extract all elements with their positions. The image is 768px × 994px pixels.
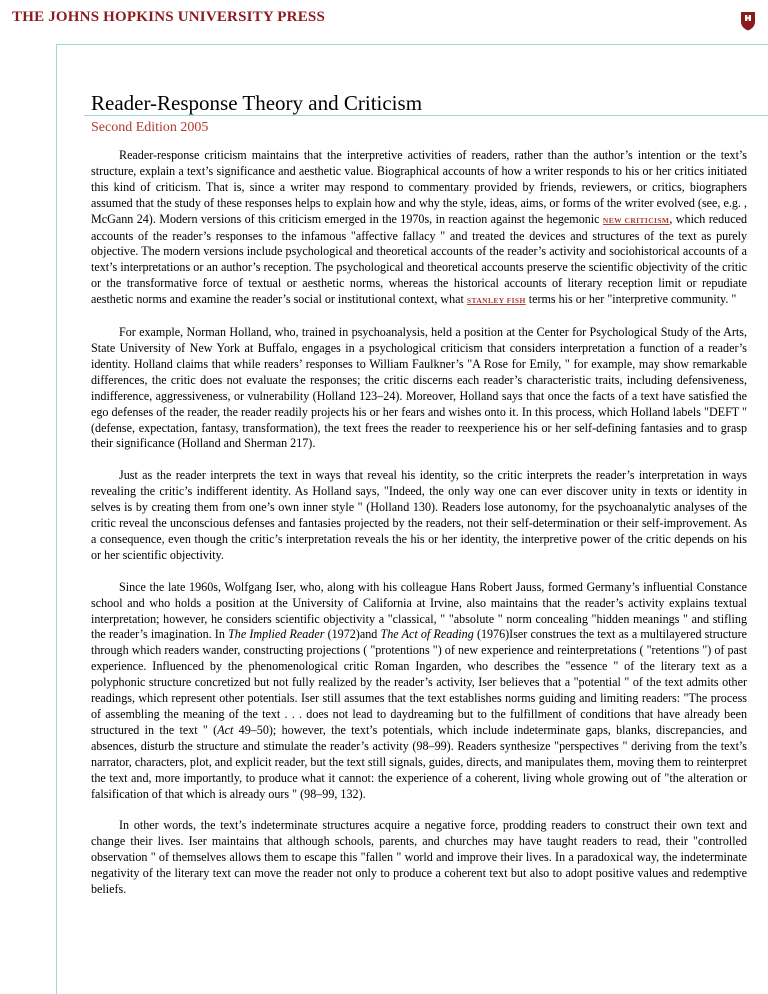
press-logo[interactable]: THE JOHNS HOPKINS UNIVERSITY PRESS: [12, 9, 325, 25]
paragraph-text: terms his or her "interpretive community. ": [525, 292, 737, 307]
article-paragraph: [91, 818, 747, 898]
crossref-link[interactable]: STANLEY FISH: [466, 296, 526, 306]
shield-icon: [740, 11, 756, 31]
site-header: [0, 0, 768, 40]
book-title: Act: [217, 722, 234, 737]
paragraph-text: In other words, the text’s indeterminate structures acquire a negative force, prodding readers to construct their own text and change their lives. Iser maintains that although schools, parents, and churches may have taught readers to read, their "controlled observation " of themselves allows them to escape this "fallen " world and improve their lives. In a paradoxical way, the indeterminate negativity of the literary text can move the reader not only to produce a coherent text but also to adopt positive values and redemptive beliefs.: [91, 818, 747, 897]
paragraph-text: (1972)and: [324, 627, 381, 642]
article-body: [91, 148, 747, 914]
crossref-link[interactable]: NEW CRITICISM: [602, 215, 670, 225]
book-title: The Implied Reader: [228, 627, 325, 642]
paragraph-text: (1976)Iser construes the text as a multilayered structure through which readers wander, constructing projections ( "protentions ") of new experience and reinterpretations ( "retentions ") of past experience. Influenced by the phenomenological critic Roman Ingarden, who describes the "essence " of the literary text as a polyphonic structure concretized but not fully realized by the reader’s activity, Iser believes that a "potential " of the text admits other readings, which represent other potentials. Iser still assumes that the text establishes norms guiding and limiting readers: "The process of assembling the meaning of the text . . . does not lead to daydreaming but to the fulfillment of conditions that have already been structured in the text " (: [91, 627, 747, 737]
paragraph-text: For example, Norman Holland, who, trained in psychoanalysis, held a position at the Center for Psychological Study of the Arts, State University of New York at Buffalo, engages in a psychological criticism that considers interpretation a function of a reader’s identity. Holland claims that while readers’ responses to William Faulkner’s "A Rose for Emily, " for example, may show remarkable differences, the critic does not evaluate the responses; the critic discerns each reader’s characteristic traits, including defensiveness, indifference, aggressiveness, or vulnerability (Holland 123–24). Moreover, Holland says that once the facts of a text have satisfied the ego defenses of the reader, the reader readily projects his or her fears and wishes onto it. In this process, which Holland labels "DEFT " (defense, expectation, fantasy, transformation), the text frees the reader to reexperience his or her self-defining fantasies and to grasp their significance (Holland and Sherman 217).: [91, 325, 747, 451]
edition-label: Second Edition 2005: [91, 120, 209, 135]
paragraph-text: Reader-response criticism maintains that the interpretive activities of readers, rather than the author’s intention or the text’s structure, explain a text’s significance and aesthetic value. Biographical accounts of how a writer responds to his or her critics initiated this kind of criticism. That is, since a writer may respond to commentary provided by friends, reviewers, or critics, biographers assumed that the study of these responses helps to explain how and why the style, ideas, aims, or forms of the writer evolved (see, e.g. , McGann 24). Modern versions of this criticism emerged in the 1970s, in reaction against the hegemonic: [91, 148, 747, 226]
paragraph-text: Since the late 1960s, Wolfgang Iser, who, along with his colleague Hans Robert Jauss, formed Germany’s influential Constance school and who holds a position at the University of California at Irvine, also maintains that the reader’s activity explains textual interpretation; however, he considers scientific objectivity a "classical, " "absolute " norm concealing "hidden meanings " and stifling the reader’s imagination. In: [91, 579, 747, 642]
title-divider: [84, 115, 768, 116]
paragraph-text: Just as the reader interprets the text in ways that reveal his identity, so the critic interprets the reader’s interpretation in ways revealing the critic’s indifferent identity. As Holland says, "Indeed, the only way one can ever discover unity in texts or identity in selves is by creating them from one’s own inner style " (Holland 130). Readers lose autonomy, for the psychoanalytic analyses of the critic reveal the unconscious defenses and fantasies projected by the readers, not their self-determination or their self-improvement. As a consequence, even though the critic’s interpretation reveals the his or her identity, the interpretive power of the critic depends on his or her scientific objectivity.: [91, 468, 747, 562]
article-paragraph: [91, 580, 747, 803]
article-paragraph: [91, 148, 747, 309]
paragraph-text: 49–50); however, the text’s potentials, which include indeterminate gaps, blanks, discrepancies, and absences, disturb the structure and stimulate the reader’s activity (98–99). Readers synthesize "perspectives " deriving from the text’s narrator, characters, plot, and explicit reader, but the text still signals, guides, directs, and manipulates them, moving them to reinterpret the text and, more importantly, to produce what it cannot: the experience of a coherent, living whole growing out of "the alteration or falsification of that which is already ours " (98–99, 132).: [91, 722, 747, 801]
article-paragraph: [91, 468, 747, 563]
article-paragraph: [91, 325, 747, 452]
paragraph-text: , which reduced accounts of the reader’s responses to the infamous "affective fallacy " and treated the devices and structures of the text as purely objective. The modern versions include psychological and theoretical accounts of the reader’s activity and sociohistorical accounts of a text’s interpretations or an author’s reception. The psychological and theoretical accounts preserve the scientific objectivity of the critic or the transformative force of textual or aesthetic norms, whereas the historical accounts of literary reception limit or repudiate aesthetic norms and examine the reader’s social or institutional context, what: [91, 211, 747, 307]
book-title: The Act of Reading: [380, 627, 474, 642]
article-title: Reader-Response Theory and Criticism: [91, 91, 423, 115]
